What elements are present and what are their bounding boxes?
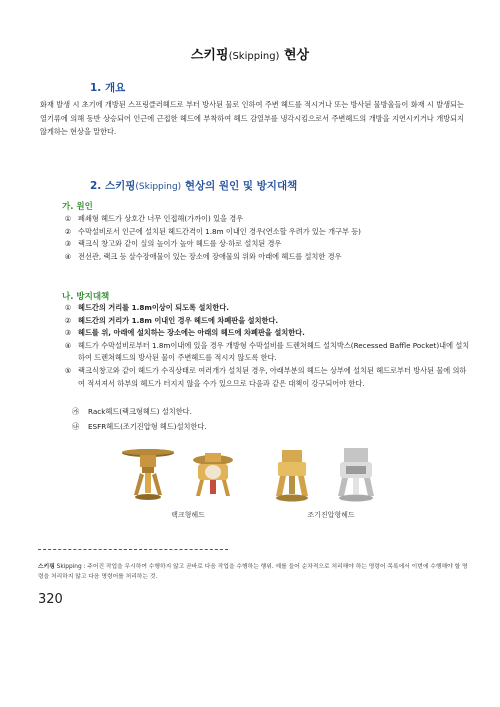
section2-heading-main: 2. 스키핑 xyxy=(90,180,136,192)
section1-body: 화재 발생 시 초기에 개방된 스프링클러헤드로 부터 방사된 물로 인하여 주변 헤드를 적시거나 또는 방사된 물방울들이 화재 시 발생되는 열기류에 의해 동반 상승되어 인근에 근접한 헤드에 부착하여 헤드 감열부를 냉각시킴으로서 주변헤드의 개방을 지연시키거나 개방되지 않게하는 현상을 말한다. xyxy=(40,100,464,137)
causes-heading: 가. 원인 xyxy=(62,202,93,212)
list-item: ② 수막설비로서 인근에 설치된 헤드간격이 1.8m 이내인 경우(연소할 우려가 있는 개구부 등) xyxy=(64,226,361,236)
list-item: ① 폐쇄형 헤드가 상호간 너무 인접해(가까이) 있을 경우 xyxy=(64,214,244,223)
page-number: 320 xyxy=(38,592,63,607)
title-main: 스키핑 xyxy=(190,48,229,63)
list-item: ㉯ ESFR헤드(조기진압형 헤드)설치한다. xyxy=(72,422,207,431)
causes-list xyxy=(62,213,472,263)
list-item: ⑤ 랙크식창고와 같이 헤드가 수직상태로 여러개가 설치된 경우, 아래부분의 헤드는 상부에 설치된 헤드로부터 방사된 물에 의하여 적셔져서 하부의 헤드가 터지지 않을 수가 있으므로 다음과 같은 대책이 강구되어야 한다. xyxy=(64,365,467,388)
list-item: ③ 랙크식 창고와 같이 실의 높이가 높아 헤드를 상·하로 설치된 경우 xyxy=(64,239,282,249)
esfr-sprinkler-image-1 xyxy=(266,448,318,506)
section2-heading xyxy=(90,178,297,193)
title-sub: (Skipping) xyxy=(228,51,280,62)
measures-heading: 나. 방지대책 xyxy=(62,292,110,302)
esfr-sprinkler-image-2 xyxy=(330,446,382,504)
footnote-text: Skipping : 주어진 작업을 무시하여 수행하지 않고 곧바로 다음 작업을 수행하는 행위. 예를 들어 순차적으로 처리해야 하는 명령어 목록에서 이번에 수행해야 할 명령을 처리하지 않고 다음 명령어를 처리하는 것. xyxy=(38,564,468,580)
list-item: ③ 헤드를 위, 아래에 설치하는 장소에는 아래의 헤드에 차폐판을 설치한다. xyxy=(64,328,305,338)
caption-rack-head: 랙크형헤드 xyxy=(171,511,205,519)
rack-sprinkler-image-1 xyxy=(118,445,178,503)
section2-heading-sub: (Skipping) xyxy=(135,182,182,192)
caption-esfr-head: 조기진압형헤드 xyxy=(307,511,355,519)
rack-sprinkler-image-2 xyxy=(186,450,240,502)
section1-heading: 1. 개요 xyxy=(90,82,126,94)
footnote xyxy=(38,562,468,582)
list-item: ④ 헤드가 수막설비로부터 1.8m이내에 있을 경우 개방형 수막설비를 드렌쳐헤드 설치박스(Recessed Baffle Pocket)내에 설치하여 드렌쳐헤드의 방사된 물이 주변헤드를 적시지 않도록 한다. xyxy=(64,340,470,363)
list-item: ㉮ Rack헤드(랙크형헤드) 설치한다. xyxy=(72,407,192,416)
footnote-term: 스키핑 xyxy=(38,564,55,570)
page-title xyxy=(0,44,500,63)
list-item: ① 헤드간의 거리를 1.8m이상이 되도록 설치한다. xyxy=(64,303,229,312)
list-item: ② 헤드간의 거리가 1.8m 이내인 경우 헤드에 차폐판을 설치한다. xyxy=(64,315,279,325)
footnote-divider xyxy=(38,549,228,550)
measures-sublist xyxy=(72,404,207,434)
measures-list xyxy=(62,302,472,390)
section2-heading-tail: 현상의 원인 및 방지대책 xyxy=(184,180,298,192)
title-tail: 현상 xyxy=(283,48,310,63)
list-item: ④ 전선관, 랙크 등 살수장애물이 있는 장소에 장애물의 위와 아래에 헤드를 설치한 경우 xyxy=(64,251,342,261)
